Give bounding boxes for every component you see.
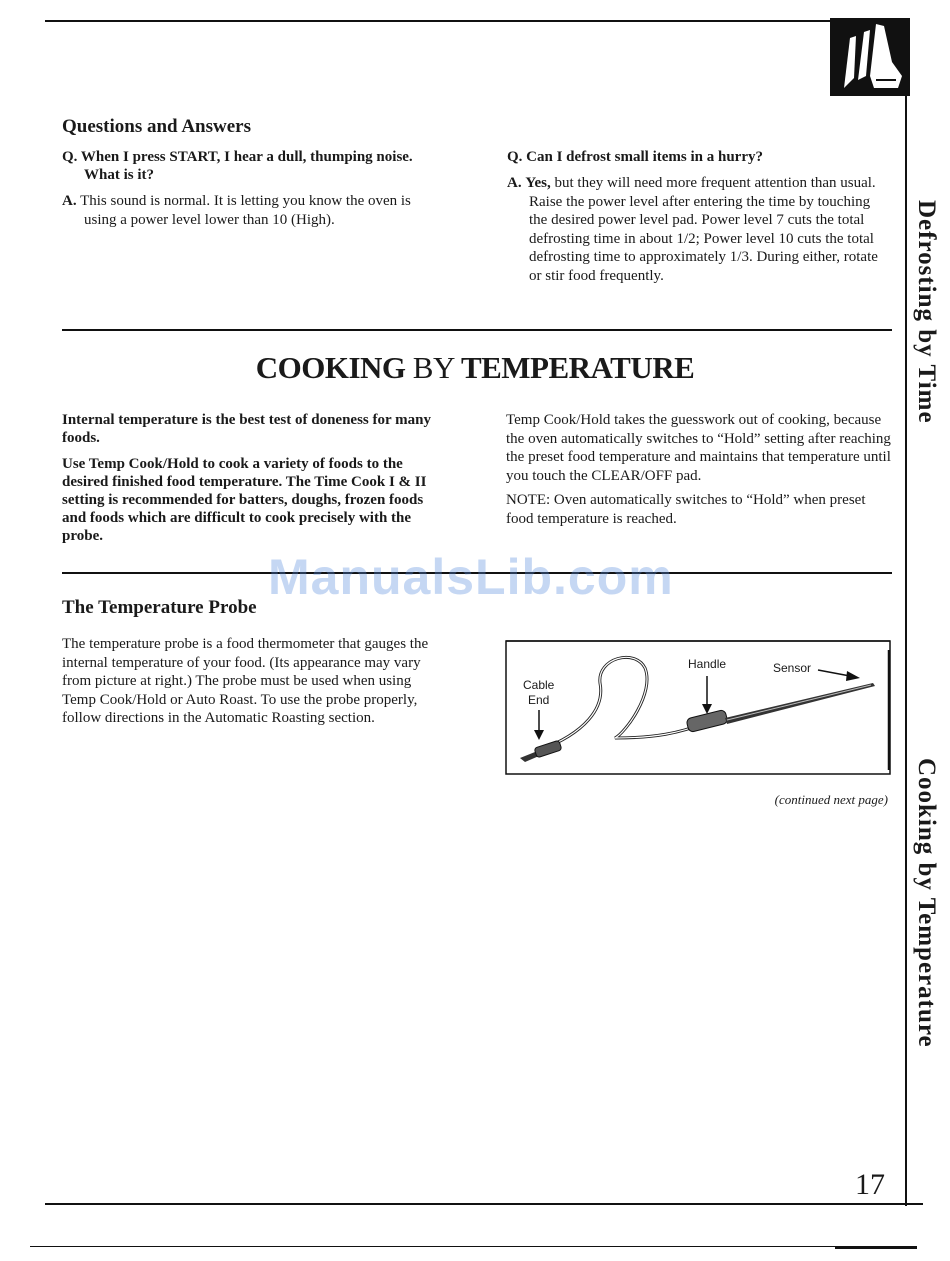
label-sensor: Sensor xyxy=(773,661,812,675)
question-1: Q. When I press START, I hear a dull, thumping noise. What is it? xyxy=(62,149,413,183)
intro-right xyxy=(506,411,894,528)
bottom-rule xyxy=(45,1203,923,1205)
side-tab-defrosting: Defrosting by Time xyxy=(913,200,940,424)
answer-2: A. Yes, but they will need more frequent attention than usual. Raise the power level after entering the time by touching the desired power level pad. Power level 7 cuts the total defrosting time in about 1/2; Power level 10 cuts the total defrosting time to approximately 1/3. During either, rotate or stir food frequently. xyxy=(507,175,878,284)
label-handle: Handle xyxy=(688,657,727,671)
continued-note: (continued next page) xyxy=(774,792,888,807)
footer-rule xyxy=(30,1246,840,1247)
side-tab-cooking: Cooking by Temperature xyxy=(913,758,940,1048)
label-cable: Cable xyxy=(523,678,555,692)
intro-left xyxy=(62,411,444,545)
intro-right-p2: NOTE: Oven automatically switches to “Hold” when preset food temperature is reached. xyxy=(506,492,866,527)
top-rule xyxy=(45,20,835,22)
probe-heading: The Temperature Probe xyxy=(62,597,257,618)
intro-bold-p1: Internal temperature is the best test of doneness for many foods. xyxy=(62,412,431,446)
section-rule-1 xyxy=(62,329,892,331)
page-number: 17 xyxy=(855,1168,885,1201)
qa-heading: Questions and Answers xyxy=(62,116,251,137)
label-end: End xyxy=(528,693,550,707)
answer-1: A. This sound is normal. It is letting you know the oven is using a power level lower than 10 (High). xyxy=(62,193,411,228)
probe-figure xyxy=(505,638,891,776)
probe-text: The temperature probe is a food thermometer that gauges the internal temperature of your food. (Its appearance may vary from picture at right.) The probe must be used when using Temp Cook/Hold or Auto Roast. To use the probe properly, follow directions in the Automatic Roasting section. xyxy=(62,636,429,726)
hand-pointer-icon xyxy=(830,18,910,96)
qa-item-1 xyxy=(62,148,442,229)
intro-right-p1: Temp Cook/Hold takes the guesswork out of cooking, because the oven automatically switches to “Hold” setting after reaching the preset food temperature and maintains that temperature until you touch the CLEAR/OFF pad. xyxy=(506,412,891,484)
footer-rule-right xyxy=(835,1246,917,1249)
qa-item-2 xyxy=(507,148,892,285)
watermark-text: ManualsLib.com xyxy=(268,549,674,605)
question-2: Q. Can I defrost small items in a hurry? xyxy=(507,149,763,165)
side-tab-rule xyxy=(905,96,907,1206)
section-title: COOKING BY TEMPERATURE xyxy=(255,350,695,385)
intro-bold-p2: Use Temp Cook/Hold to cook a variety of foods to the desired finished food temperature. The Time Cook I & II setting is recommended for batters, doughs, frozen foods and foods which are difficult to cook precisely with the probe. xyxy=(62,456,427,544)
